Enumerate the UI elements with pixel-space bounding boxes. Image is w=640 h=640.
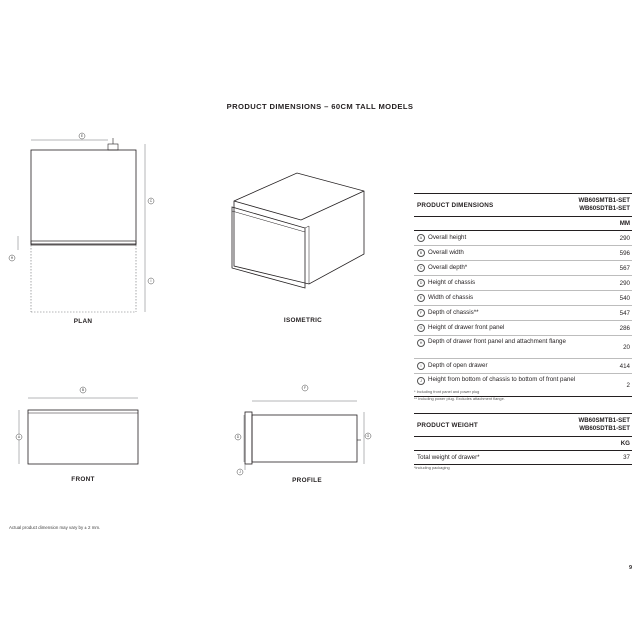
dimension-badge: C (417, 264, 425, 272)
dimensions-note: * Including front panel and power plug (414, 389, 480, 394)
dimension-badge: F (417, 309, 425, 317)
isometric-drawing (232, 173, 364, 288)
table-row (414, 306, 632, 321)
unit-label: MM (414, 217, 632, 231)
row-label: Height of chassis (428, 279, 476, 286)
weight-heading: PRODUCT WEIGHT (417, 422, 478, 429)
page-number: 9 (628, 565, 632, 571)
profile-caption: PROFILE (292, 477, 322, 484)
disclaimer: Actual product dimension may vary by ± 2 mm. (9, 525, 101, 530)
row-value: 290 (619, 234, 630, 242)
model-names (579, 197, 630, 212)
weight-note: *including packaging (414, 465, 450, 470)
row-value: 540 (619, 294, 630, 302)
svg-text:I: I (150, 279, 152, 284)
dimension-badge: A (417, 234, 425, 242)
row-value: 596 (619, 249, 630, 257)
dimensions-note: ** Including power plug. Excludes attachment flange. (414, 396, 505, 401)
svg-text:B: B (81, 388, 85, 393)
svg-text:C: C (149, 199, 153, 204)
table-row (414, 246, 632, 261)
row-value: 414 (619, 362, 630, 370)
unit-label: KG (414, 437, 632, 451)
dimension-badge: H (417, 339, 425, 347)
svg-text:J: J (239, 470, 241, 475)
dimension-badge: D (417, 279, 425, 287)
model-name: WB60SMTB1-SET (578, 417, 630, 424)
front-caption: FRONT (71, 476, 95, 483)
model-name: WB60SMTB1-SET (578, 197, 630, 204)
weight-table (414, 413, 632, 465)
svg-text:F: F (303, 386, 307, 391)
model-name: WB60SDTB1-SET (579, 204, 630, 212)
dimension-badge: I (417, 362, 425, 370)
page-title: PRODUCT DIMENSIONS – 60CM TALL MODELS (226, 102, 414, 111)
table-row (414, 321, 632, 336)
table-row (414, 261, 632, 276)
row-value: 286 (619, 324, 630, 332)
table-row (414, 231, 632, 246)
dimension-badge: J (417, 377, 425, 385)
dimension-badge: B (417, 249, 425, 257)
svg-text:G: G (366, 434, 370, 439)
row-label: Overall depth* (428, 264, 468, 271)
row-value: 2 (626, 381, 630, 389)
isometric-caption: ISOMETRIC (283, 317, 323, 324)
plan-drawing (18, 138, 145, 312)
row-value: 20 (623, 343, 630, 351)
row-label: Total weight of drawer* (417, 453, 480, 461)
dimensions-table (414, 193, 632, 397)
plan-caption: PLAN (73, 318, 93, 325)
table-row (414, 359, 632, 374)
dimension-badge: G (417, 324, 425, 332)
front-drawing (19, 398, 138, 464)
dimensions-table-header (414, 193, 632, 217)
svg-text:E: E (80, 134, 84, 139)
weight-table-header (414, 413, 632, 437)
svg-text:H: H (10, 256, 14, 261)
row-label: Depth of drawer front panel and attachment flange (428, 338, 566, 345)
row-value: 37 (623, 454, 630, 461)
model-names (579, 417, 630, 432)
dimensions-heading: PRODUCT DIMENSIONS (417, 202, 494, 209)
table-row (414, 276, 632, 291)
row-label: Height of drawer front panel (428, 324, 505, 331)
row-value: 567 (619, 264, 630, 272)
svg-text:A: A (17, 435, 21, 440)
row-label: Width of chassis (428, 294, 474, 301)
table-row (414, 336, 632, 359)
row-label: Depth of chassis** (428, 309, 479, 316)
row-value: 290 (619, 279, 630, 287)
model-name: WB60SDTB1-SET (579, 424, 630, 432)
profile-drawing (244, 401, 364, 470)
svg-text:D: D (236, 435, 240, 440)
row-label: Overall height (428, 234, 467, 241)
row-value: 547 (619, 309, 630, 317)
dimension-badge: E (417, 294, 425, 302)
table-row (414, 451, 632, 465)
row-label: Overall width (428, 249, 464, 256)
row-label: Depth of open drawer (428, 362, 488, 369)
row-label: Height from bottom of chassis to bottom of front panel (428, 376, 576, 383)
table-row (414, 291, 632, 306)
